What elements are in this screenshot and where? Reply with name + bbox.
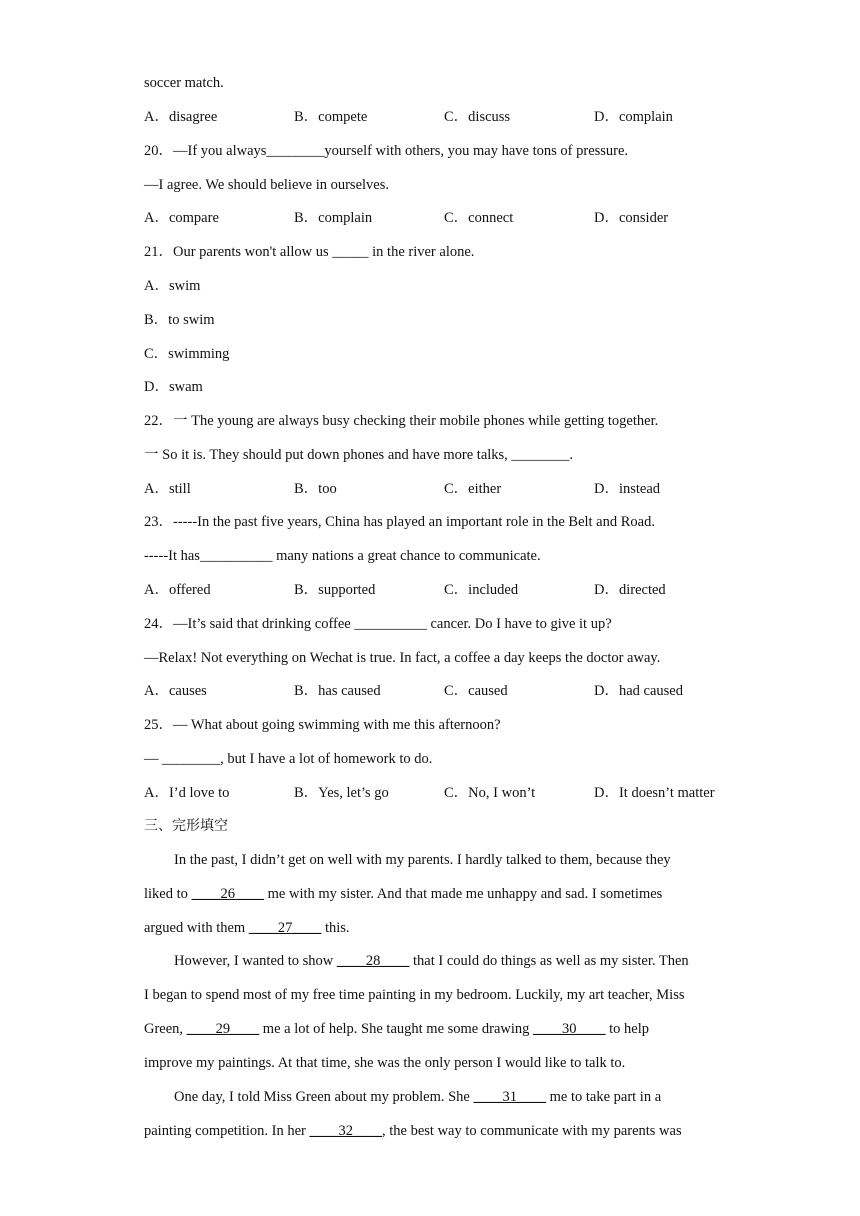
question-21-option-d: D．swam bbox=[144, 379, 203, 395]
option-a: A．compare bbox=[144, 210, 219, 226]
question-24-options bbox=[144, 682, 764, 700]
option-c: C．discuss bbox=[444, 109, 511, 125]
question-20-stem: 20．—If you always________yourself with others, you may have tons of pressure. bbox=[144, 143, 629, 159]
option-d: D．It doesn’t matter bbox=[594, 785, 715, 801]
passage-text: painting competition. In her bbox=[144, 1123, 310, 1139]
option-c: C．caused bbox=[444, 683, 508, 699]
passage-line bbox=[174, 952, 689, 970]
option-c: C．included bbox=[444, 582, 519, 598]
passage-line bbox=[144, 919, 350, 937]
passage-line bbox=[144, 1020, 649, 1038]
passage-line: improve my paintings. At that time, she was the only person I would like to talk to. bbox=[144, 1055, 626, 1071]
passage-text: argued with them bbox=[144, 920, 249, 936]
blank-28: ____28____ bbox=[336, 953, 410, 969]
option-b: B．compete bbox=[294, 109, 368, 125]
question-20-options bbox=[144, 209, 764, 227]
option-d: D．consider bbox=[594, 210, 669, 226]
blank-27: ____27____ bbox=[248, 920, 322, 936]
passage-line bbox=[144, 885, 662, 903]
option-c: C．connect bbox=[444, 210, 514, 226]
section-heading: 三、完形填空 bbox=[144, 818, 228, 834]
blank-32: ____32____ bbox=[309, 1123, 383, 1139]
option-b: B．complain bbox=[294, 210, 373, 226]
question-25-reply: — ________, but I have a lot of homework to do. bbox=[144, 751, 433, 767]
question-22-options bbox=[144, 480, 764, 498]
question-21-stem: 21．Our parents won't allow us _____ in the river alone. bbox=[144, 244, 475, 260]
option-a: A．still bbox=[144, 481, 191, 497]
blank-31: ____31____ bbox=[473, 1089, 546, 1105]
option-d: D．had caused bbox=[594, 683, 683, 699]
passage-text: One day, I told Miss Green about my problem. She bbox=[174, 1089, 474, 1105]
question-22-stem: 22．一 The young are always busy checking their mobile phones while getting together. bbox=[144, 413, 659, 429]
passage-text: However, I wanted to show bbox=[174, 953, 337, 969]
passage-text: me with my sister. And that made me unhappy and sad. I sometimes bbox=[264, 886, 663, 902]
option-d: D．complain bbox=[594, 109, 673, 125]
question-23-reply: -----It has__________ many nations a great chance to communicate. bbox=[144, 548, 541, 564]
passage-text: this. bbox=[321, 920, 350, 936]
option-a: A．offered bbox=[144, 582, 211, 598]
question-24-stem: 24．—It’s said that drinking coffee __________ cancer. Do I have to give it up? bbox=[144, 616, 612, 632]
option-b: B．has caused bbox=[294, 683, 381, 699]
question-23-options bbox=[144, 581, 764, 599]
passage-line bbox=[144, 1122, 682, 1140]
passage-text: to help bbox=[605, 1021, 650, 1037]
blank-29: ____29____ bbox=[186, 1021, 260, 1037]
question-22-reply: 一 So it is. They should put down phones and have more talks, ________. bbox=[144, 447, 574, 463]
option-b: B．too bbox=[294, 481, 337, 497]
question-20-reply: —I agree. We should believe in ourselves. bbox=[144, 177, 389, 193]
question-23-stem: 23．-----In the past five years, China has played an important role in the Belt and Road. bbox=[144, 514, 655, 530]
question-21-option-a: A．swim bbox=[144, 278, 201, 294]
option-a: A．I’d love to bbox=[144, 785, 230, 801]
question-19-tail: soccer match. bbox=[144, 75, 224, 91]
question-19-options bbox=[144, 108, 764, 126]
passage-text: , the best way to communicate with my parents was bbox=[382, 1123, 682, 1139]
blank-30: ____30____ bbox=[533, 1021, 606, 1037]
question-25-stem: 25．— What about going swimming with me this afternoon? bbox=[144, 717, 501, 733]
passage-text: Green, bbox=[144, 1021, 187, 1037]
option-c: C．No, I won’t bbox=[444, 785, 536, 801]
option-b: B．supported bbox=[294, 582, 376, 598]
option-a: A．disagree bbox=[144, 109, 218, 125]
option-d: D．directed bbox=[594, 582, 666, 598]
passage-line bbox=[174, 1088, 661, 1106]
option-d: D．instead bbox=[594, 481, 661, 497]
passage-text: that I could do things as well as my sister. Then bbox=[409, 953, 689, 969]
option-c: C．either bbox=[444, 481, 502, 497]
passage-line: In the past, I didn’t get on well with my parents. I hardly talked to them, because they bbox=[174, 852, 671, 868]
question-24-reply: —Relax! Not everything on Wechat is true. In fact, a coffee a day keeps the doctor away. bbox=[144, 650, 661, 666]
passage-text: me to take part in a bbox=[545, 1089, 662, 1105]
question-21-option-b: B．to swim bbox=[144, 312, 215, 328]
question-21-option-c: C．swimming bbox=[144, 346, 230, 362]
passage-text: liked to bbox=[144, 886, 192, 902]
option-b: B．Yes, let’s go bbox=[294, 785, 389, 801]
blank-26: ____26____ bbox=[191, 886, 265, 902]
passage-text: me a lot of help. She taught me some drawing bbox=[259, 1021, 534, 1037]
option-a: A．causes bbox=[144, 683, 207, 699]
question-25-options bbox=[144, 784, 764, 802]
passage-line: I began to spend most of my free time painting in my bedroom. Luckily, my art teacher, Miss bbox=[144, 987, 685, 1003]
